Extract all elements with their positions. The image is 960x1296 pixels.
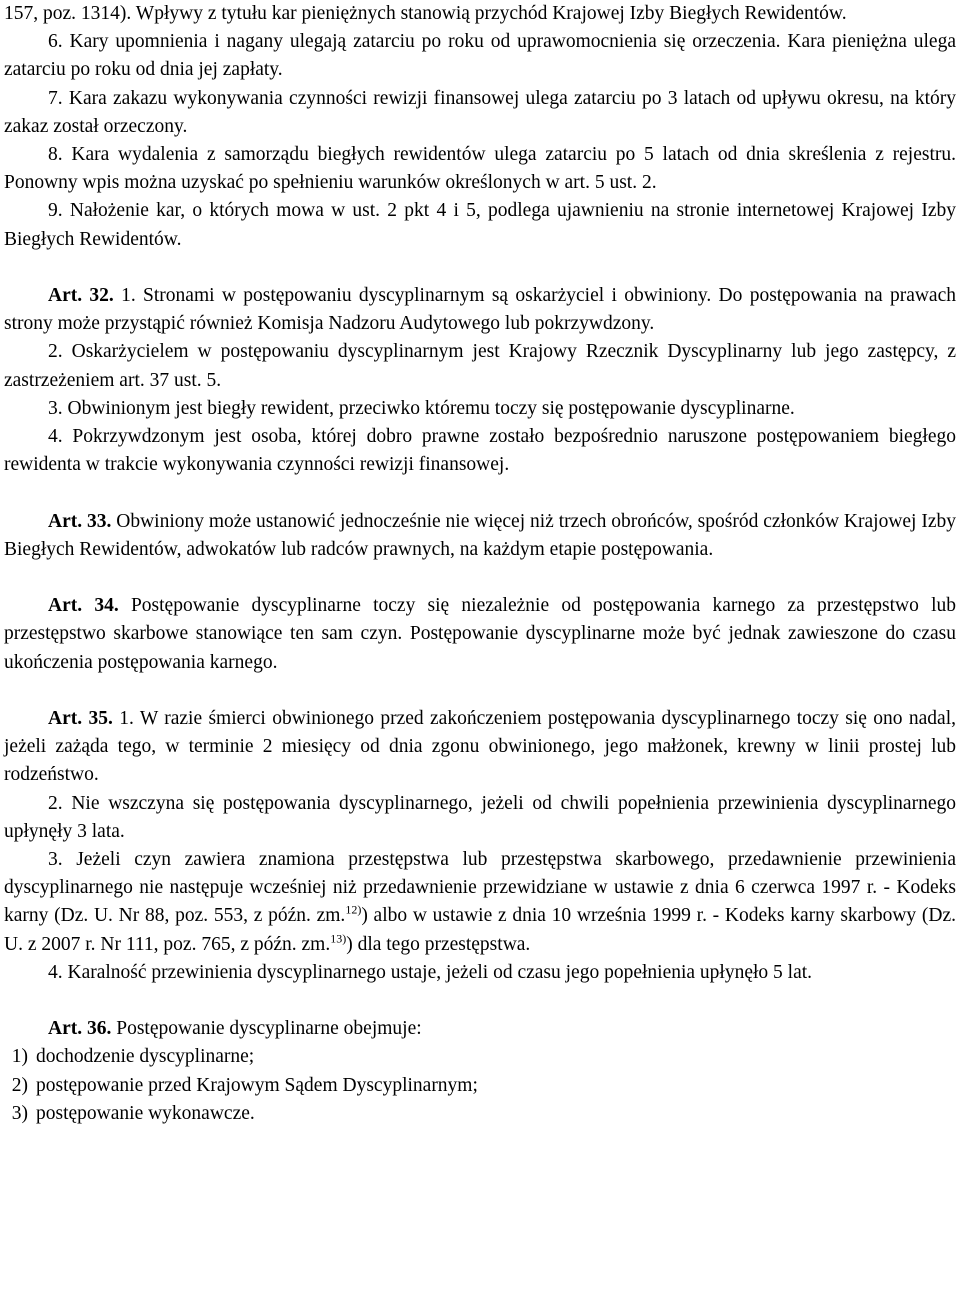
list-item-text: dochodzenie dyscyplinarne; [36, 1046, 255, 1068]
footnote-13: 13) [330, 931, 347, 946]
paragraph-ust-9: 9. Nałożenie kar, o których mowa w ust. 2 pkt 4 i 5, podlega ujawnieniu na stronie internetowej Krajowej Izby Biegłych Rewidentów. [4, 200, 956, 250]
art-32-ust-4: 4. Pokrzywdzonym jest osoba, której dobro prawne zostało bezpośrednio naruszone postępowaniem biegłego rewidenta w trakcie wykonywania czynności rewizji finansowej. [4, 426, 956, 476]
paragraph-ust-8: 8. Kara wydalenia z samorządu biegłych rewidentów ulega zatarciu po 5 latach od dnia skreślenia z rejestru. Ponowny wpis można uzyskać po spełnieniu warunków określonych w art. 5 ust. 2. [4, 144, 956, 194]
list-item [4, 1100, 956, 1128]
art-35-ust-4: 4. Karalność przewinienia dyscyplinarnego ustaje, jeżeli od czasu jego popełnienia upłynęło 5 lat. [48, 961, 813, 983]
art-35-ust-3-part-b: ) albo w ustawie z dnia 10 września 1999 r. - Kodeks karny skarbowy (Dz. U. z 2007 r. Nr 111, poz. 765, z późn. zm. [4, 905, 957, 955]
art-32-ust-2: 2. Oskarżycielem w postępowaniu dyscyplinarnym jest Krajowy Rzecznik Dyscyplinarny lub jego zastępcy, z zastrzeżeniem art. 37 ust. 5. [4, 341, 956, 391]
art-32-ust-1 [4, 282, 956, 338]
document-page [4, 0, 956, 1128]
art-36-text: Postępowanie dyscyplinarne obejmuje: [111, 1018, 422, 1040]
art-34 [4, 592, 956, 677]
footnote-12: 12) [345, 902, 362, 917]
art-32-label: Art. 32. [48, 285, 114, 307]
art-35-ust-1 [4, 705, 956, 790]
list-item [4, 1072, 956, 1100]
art-35-ust-1-text: 1. W razie śmierci obwinionego przed zakończeniem postępowania dyscyplinarnego toczy się ono nadal, jeżeli zażąda tego, w terminie 2 miesięcy od dnia zgonu obwinionego, jego małżonek, krewny w linii prostej lub rodzeństwo. [4, 708, 956, 786]
art-33-label: Art. 33. [48, 510, 112, 532]
list-item [4, 1043, 956, 1071]
art-35-ust-3-part-a: 3. Jeżeli czyn zawiera znamiona przestępstwa lub przestępstwa skarbowego, przedawnienie przewinienia dyscyplinarnego nie następuje wcześniej niż przedawnienie przewidziane w ustawie z dnia 6 czerwca 1997 r. - Kodeks karny (Dz. U. Nr 88, poz. 553, z późn. zm. [4, 849, 956, 927]
art-32-ust-3: 3. Obwinionym jest biegły rewident, przeciwko któremu toczy się postępowanie dyscyplinarne. [48, 397, 795, 419]
art-35-ust-3-part-c: ) dla tego przestępstwa. [346, 933, 531, 955]
paragraph-ust-6: 6. Kary upomnienia i nagany ulegają zatarciu po roku od uprawomocnienia się orzeczenia. Kara pieniężna ulega zatarciu po roku od dnia jej zapłaty. [4, 31, 956, 81]
paragraph-ust-7: 7. Kara zakazu wykonywania czynności rewizji finansowej ulega zatarciu po 3 latach od upływu okresu, na który zakaz został orzeczony. [4, 87, 956, 137]
list-item-number: 1) [11, 1046, 28, 1068]
art-36-list [4, 1043, 956, 1128]
art-36-label: Art. 36. [48, 1018, 112, 1040]
art-34-label: Art. 34. [48, 595, 119, 617]
paragraph-continuation: 157, poz. 1314). Wpływy z tytułu kar pieniężnych stanowią przychód Krajowej Izby Biegłych Rewidentów. [4, 3, 847, 24]
art-34-text: Postępowanie dyscyplinarne toczy się niezależnie od postępowania karnego za przestępstwo lub przestępstwo skarbowe stanowiące ten sam czyn. Postępowanie dyscyplinarne może być jednak zawieszone do czasu ukończenia postępowania karnego. [4, 595, 956, 673]
art-32-ust-1-text: 1. Stronami w postępowaniu dyscyplinarnym są oskarżyciel i obwiniony. Do postępowania na prawach strony może przystąpić również Komisja Nadzoru Audytowego lub pokrzywdzony. [4, 285, 956, 335]
art-35-ust-2: 2. Nie wszczyna się postępowania dyscyplinarnego, jeżeli od chwili popełnienia przewinienia dyscyplinarnego upłynęły 3 lata. [4, 792, 956, 842]
art-33 [4, 508, 956, 564]
list-item-text: postępowanie wykonawcze. [36, 1102, 255, 1124]
art-36 [4, 1015, 956, 1043]
art-35-label: Art. 35. [48, 708, 113, 730]
list-item-number: 3) [11, 1102, 28, 1124]
art-33-text: Obwiniony może ustanowić jednocześnie nie więcej niż trzech obrońców, spośród członków Krajowej Izby Biegłych Rewidentów, adwokatów lub radców prawnych, na każdym etapie postępowania. [4, 510, 957, 560]
art-35-ust-3 [4, 846, 956, 959]
list-item-number: 2) [11, 1074, 28, 1096]
list-item-text: postępowanie przed Krajowym Sądem Dyscyplinarnym; [36, 1074, 478, 1096]
